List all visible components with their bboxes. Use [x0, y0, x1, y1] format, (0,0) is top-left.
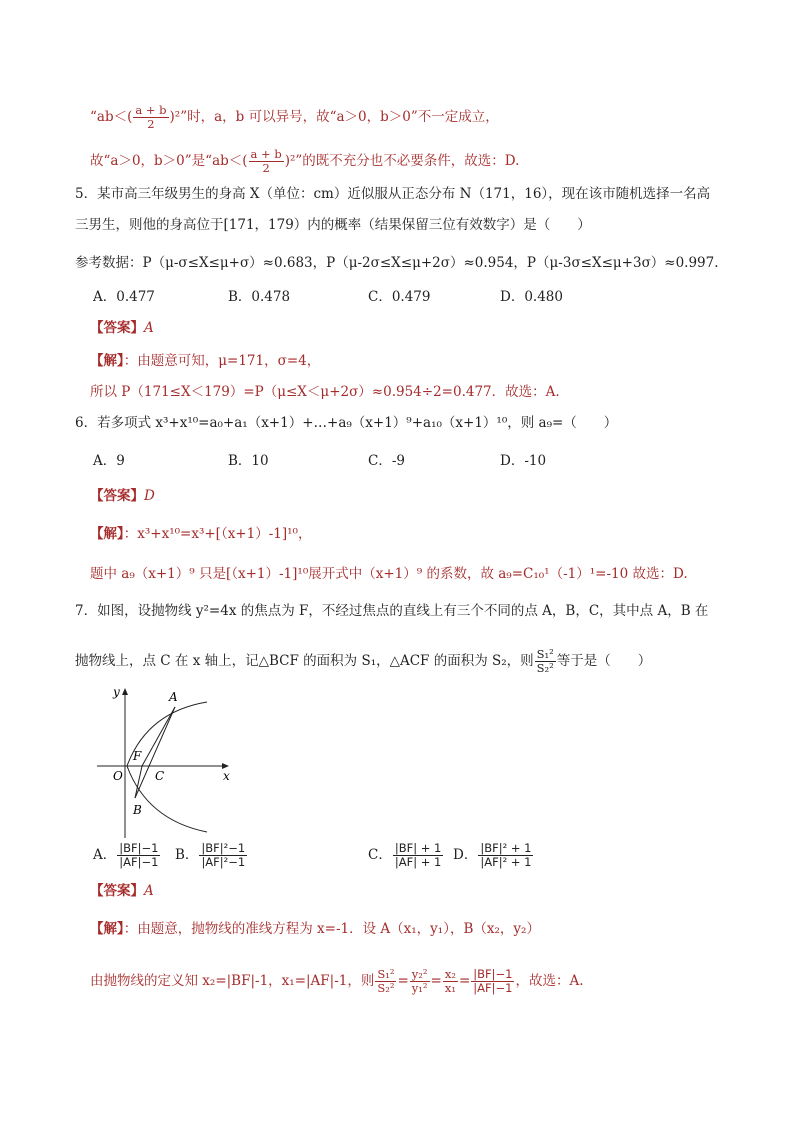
- q5-stem-line2: 三男生，则他的身高位于[171，179）内的概率（结果保留三位有效数字）是（ ）: [75, 217, 591, 233]
- label-b: B: [133, 803, 142, 817]
- q7-option-d: D． $\frac{\text{|BF|² + 1}}{\text{|AF|² + 1}}$: [453, 841, 532, 869]
- q5-option-d: D．0.480: [500, 289, 563, 305]
- q7-stem-line2: 抛物线上，点 C 在 x 轴上，记△BCF 的面积为 S₁，△ACF 的面积为 S₂，则 $\frac{\text{S₁²}}{\text{S₂²}}$ 等于是（ ）: [75, 647, 652, 675]
- q5-stem-line1: 5．某市高三年级男生的身高 X（单位：cm）近似服从正态分布 N（171，16），现在该市随机选择一名高: [75, 186, 711, 202]
- q6-option-a: A．9: [93, 453, 125, 469]
- label-y: y: [113, 685, 120, 699]
- label-o: O: [113, 769, 123, 783]
- line-af: [142, 707, 175, 766]
- q7-answer: 【答案】A: [90, 883, 154, 899]
- q7-option-c: C． $\frac{|BF| + 1}{|AF| + 1}$: [368, 841, 442, 869]
- q4-solution-line2: 故“a＞0，b＞0”是“ab＜( $\frac{a + b}{2}$ )²”的既不充分也不必要条件，故选：D.: [90, 147, 520, 175]
- label-c: C: [155, 769, 165, 783]
- q5-option-b: B．0.478: [228, 289, 291, 305]
- q6-answer: 【答案】D: [90, 488, 155, 504]
- q4-solution-line1: “ab＜( $\frac{a + b}{2}$ )²”时，a，b 可以异号，故“a＞0，b＞0”不一定成立，: [90, 103, 499, 131]
- label-x: x: [223, 769, 230, 783]
- parabola-figure: [95, 680, 245, 842]
- q7-stem-line1: 7．如图，设抛物线 y²=4x 的焦点为 F，不经过焦点的直线上有三个不同的点 A，B，C，其中点 A，B 在: [75, 603, 709, 619]
- q7-option-b: B． $\frac{\text{|BF|²−1}}{\text{|AF|²−1}}$: [175, 841, 246, 869]
- q6-solution-line2: 题中 a₉（x+1）⁹ 只是[（x+1）-1]¹⁰展开式中（x+1）⁹ 的系数，故 a₉=C₁₀¹（-1）¹=-10 故选：D.: [90, 566, 688, 582]
- q7-solution-line2: 由抛物线的定义知 x₂=|BF|-1，x₁=|AF|-1，则 $\frac{\text{S₁²}}{\text{S₂²}}$ = $\frac{\text{y₂²}}{\text{y₁²}}$ = $\frac{\text{x₂}}{\text{x₁}}$ = $\frac{|BF|-1}{|AF|-1}$ ，故选：A.: [90, 967, 584, 995]
- q6-option-c: C．-9: [368, 453, 405, 469]
- q7-solution-line1: 【解】：由题意，抛物线的准线方程为 x=-1．设 A（x₁，y₁），B（x₂，y₂）: [90, 921, 540, 937]
- q6-option-b: B．10: [228, 453, 269, 469]
- q5-reference-data: 参考数据：P（μ-σ≤X≤μ+σ）≈0.683，P（μ-2σ≤X≤μ+2σ）≈0.954，P（μ-3σ≤X≤μ+3σ）≈0.997.: [75, 255, 719, 271]
- q5-option-c: C．0.479: [368, 289, 431, 305]
- q5-solution-line1: 【解】：由题意可知，μ=171，σ=4，: [90, 353, 321, 369]
- label-a: A: [169, 690, 178, 704]
- q5-option-a: A．0.477: [93, 289, 155, 305]
- q7-option-a: A． $\frac{|BF|-1}{|AF|-1}$: [93, 841, 159, 869]
- q6-stem: 6．若多项式 x³+x¹⁰=a₀+a₁（x+1）+…+a₉（x+1）⁹+a₁₀（x+1）¹⁰，则 a₉=（ ）: [75, 415, 618, 431]
- q6-option-d: D．-10: [500, 453, 547, 469]
- q5-answer: 【答案】A: [90, 320, 154, 336]
- y-axis-arrow: [122, 688, 128, 695]
- q5-solution-line2: 所以 P（171≤X＜179）=P（μ≤X＜μ+2σ）≈0.954÷2=0.477．故选：A.: [90, 384, 560, 400]
- label-f: F: [133, 749, 142, 763]
- q6-solution-line1: 【解】：x³+x¹⁰=x³+[（x+1）-1]¹⁰，: [90, 526, 312, 542]
